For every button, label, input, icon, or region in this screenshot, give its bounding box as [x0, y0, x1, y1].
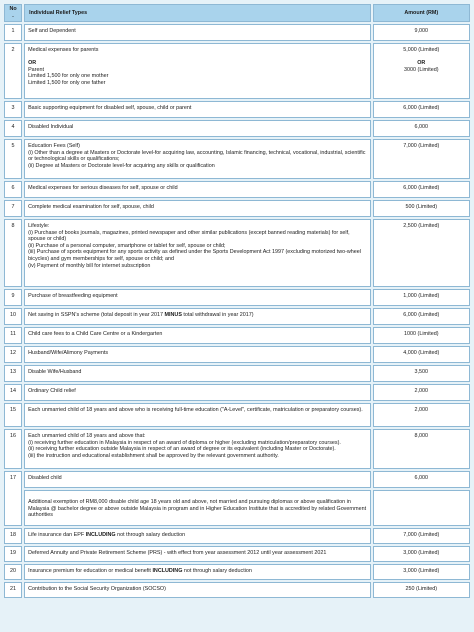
- relief-description: [24, 429, 371, 469]
- amount-line: 5,000 (Limited): [403, 47, 440, 53]
- table-row: [4, 403, 470, 427]
- row-number: 20: [4, 564, 22, 580]
- relief-amount: 7,000 (Limited): [373, 528, 470, 544]
- relief-amount: 6,000: [373, 471, 470, 488]
- relief-amount: 8,000: [373, 429, 470, 469]
- table-row: [4, 101, 470, 118]
- row-number: 15: [4, 403, 22, 427]
- relief-amount: 250 (Limited): [373, 582, 470, 598]
- relief-description: Purchase of breastfeeding equipment: [24, 289, 371, 306]
- table-row: [4, 384, 470, 401]
- relief-table: [2, 2, 472, 600]
- desc-text: not through salary deduction: [182, 568, 252, 574]
- table-row: [4, 219, 470, 287]
- relief-amount: 9,000: [373, 24, 470, 41]
- relief-description: Disable Wife/Husband: [24, 365, 371, 382]
- relief-description: Disabled child: [24, 471, 371, 488]
- row-number: 8: [4, 219, 22, 287]
- table-row: [4, 365, 470, 382]
- header-no: No.: [4, 4, 22, 22]
- desc-line: (iii) Purchase of sports equipment for any sports activity as defined under the Sports Development Act 1997 (excluding motorized two-wheel bicycles) and gym memberships for self, spouse or child; and: [28, 249, 361, 262]
- table-row: [4, 181, 470, 198]
- relief-description: [24, 139, 371, 179]
- relief-amount: 6,000 (Limited): [373, 181, 470, 198]
- relief-description: Complete medical examination for self, spouse, child: [24, 200, 371, 217]
- row-number: 7: [4, 200, 22, 217]
- relief-amount: 3,000 (Limited): [373, 546, 470, 562]
- table-row: [4, 308, 470, 325]
- relief-amount: 2,000: [373, 403, 470, 427]
- table-row: [4, 346, 470, 363]
- desc-line: Limited 1,500 for only one mother: [28, 73, 109, 80]
- table-row-extra: [4, 490, 470, 526]
- desc-emphasis: INCLUDING: [152, 568, 183, 574]
- row-number: 17: [4, 471, 22, 526]
- relief-amount: 2,000: [373, 384, 470, 401]
- desc-line: Parent: [28, 66, 44, 73]
- row-number: 5: [4, 139, 22, 179]
- row-number: 11: [4, 327, 22, 344]
- row-number: 16: [4, 429, 22, 469]
- row-number: 12: [4, 346, 22, 363]
- relief-amount-empty: [373, 490, 470, 526]
- row-number: 6: [4, 181, 22, 198]
- table-row: [4, 471, 470, 488]
- relief-amount: 2,500 (Limited): [373, 219, 470, 287]
- desc-text: Life insurance dan EPF: [28, 532, 86, 538]
- relief-description: Each unmarried child of 18 years and above who is receiving full-time education ("A-Level", certificate, matriculation or preparatory courses).: [24, 403, 371, 427]
- desc-text: total withdrawal in year 2017): [181, 312, 254, 318]
- row-number: 13: [4, 365, 22, 382]
- row-number: 1: [4, 24, 22, 41]
- row-number: 18: [4, 528, 22, 544]
- relief-description: Ordinary Child relief: [24, 384, 371, 401]
- desc-line: (iii) the instruction and educational establishment shall be approved by the relevant government authority.: [28, 452, 279, 459]
- relief-amount: 1,000 (Limited): [373, 289, 470, 306]
- desc-line: (ii) receiving further education outside Malaysia in respect of an award of degree or its equivalent (including Master or Doctorate).: [28, 446, 336, 453]
- desc-line: Lifestyle:: [28, 223, 50, 229]
- desc-line: Each unmarried child of 18 years and above that:: [28, 433, 146, 439]
- relief-amount: 4,000 (Limited): [373, 346, 470, 363]
- table-row: [4, 327, 470, 344]
- table-row: [4, 564, 470, 580]
- row-number: 9: [4, 289, 22, 306]
- relief-description: Husband/Wife/Alimony Payments: [24, 346, 371, 363]
- relief-amount: 1000 (Limited): [373, 327, 470, 344]
- relief-description: Child care fees to a Child Care Centre or a Kindergarten: [24, 327, 371, 344]
- row-number: 10: [4, 308, 22, 325]
- desc-line: (i) Other than a degree at Masters or Doctorate level-for acquiring law, accounting, Islamic financing, technical, vocational, industrial, scientific or technological skills or qualifications;: [28, 149, 366, 163]
- relief-description: Disabled Individual: [24, 120, 371, 137]
- desc-text: Net saving in SSPN's scheme (total deposit in year 2017: [28, 312, 165, 318]
- amount-line-or: OR: [417, 60, 426, 67]
- relief-description: [24, 564, 371, 580]
- desc-line: Education Fees (Self): [28, 143, 80, 149]
- relief-description: [24, 308, 371, 325]
- relief-description: [24, 43, 371, 99]
- relief-amount: 3,000 (Limited): [373, 564, 470, 580]
- header-amount: Amount (RM): [373, 4, 470, 22]
- relief-amount: [373, 43, 470, 99]
- relief-amount: 6,000 (Limited): [373, 308, 470, 325]
- desc-line: (ii) Degree at Masters or Doctorate level-for acquiring any skills or qualification: [28, 162, 215, 169]
- amount-line: [377, 54, 466, 61]
- desc-line: (iv) Payment of monthly bill for internet subscription: [28, 262, 151, 269]
- relief-description: [24, 219, 371, 287]
- desc-emphasis: INCLUDING: [85, 532, 116, 538]
- row-number: 4: [4, 120, 22, 137]
- desc-text: not through salary deduction: [115, 532, 186, 538]
- relief-description: Deferred Annuity and Private Retirement Scheme (PRS) - with effect from year assessment 2012 until year assessment 2021: [24, 546, 371, 562]
- desc-emphasis: MINUS: [164, 312, 182, 318]
- relief-description: Basic supporting equipment for disabled self, spouse, child or parent: [24, 101, 371, 118]
- desc-line: (i) Purchase of books journals, magazines, printed newspaper and other similar publications (except banned reading materials) for self, spouse or child): [28, 229, 350, 243]
- table-row: [4, 546, 470, 562]
- desc-line: Medical expenses for parents: [28, 47, 99, 53]
- table-header-row: [4, 4, 470, 22]
- relief-description: Self and Dependent: [24, 24, 371, 41]
- desc-line: Limited 1,500 for only one father: [28, 79, 106, 86]
- row-number: 2: [4, 43, 22, 99]
- table-row: [4, 200, 470, 217]
- relief-amount: 6,000 (Limited): [373, 101, 470, 118]
- table-row: [4, 43, 470, 99]
- relief-description-extra: Additional exemption of RM8,000 disable child age 18 years old and above, not married and pursuing diplomas or above qualification in Malaysia @ bachelor degree or above outside Malaysia in program and in Higher Education Institute that is accredited by related Government authorities: [24, 490, 371, 526]
- table-row: [4, 289, 470, 306]
- table-row: [4, 528, 470, 544]
- desc-text: Insurance premium for education or medical benefit: [28, 568, 153, 574]
- relief-amount: 7,000 (Limited): [373, 139, 470, 179]
- relief-description: Medical expenses for serious diseases for self, spouse or child: [24, 181, 371, 198]
- amount-line: 3000 (Limited): [404, 66, 439, 73]
- relief-description: Contribution to the Social Security Organization (SOCSO): [24, 582, 371, 598]
- relief-amount: 6,000: [373, 120, 470, 137]
- table-row: [4, 429, 470, 469]
- table-row: [4, 120, 470, 137]
- row-number: 21: [4, 582, 22, 598]
- relief-description: [24, 528, 371, 544]
- desc-line-or: OR: [28, 60, 37, 67]
- desc-line: [28, 54, 367, 61]
- desc-line: (ii) Purchase of a personal computer, smartphone or tablet for self, spouse or child;: [28, 242, 226, 249]
- table-row: [4, 582, 470, 598]
- row-number: 3: [4, 101, 22, 118]
- relief-amount: 500 (Limited): [373, 200, 470, 217]
- header-relief-type: Individual Relief Types: [24, 4, 371, 22]
- table-row: [4, 24, 470, 41]
- row-number: 14: [4, 384, 22, 401]
- relief-amount: 3,500: [373, 365, 470, 382]
- row-number: 19: [4, 546, 22, 562]
- desc-line: (i) receiving further education in Malaysia in respect of an award of diploma or higher (excluding matriculation/preparatory courses).: [28, 439, 341, 446]
- table-row: [4, 139, 470, 179]
